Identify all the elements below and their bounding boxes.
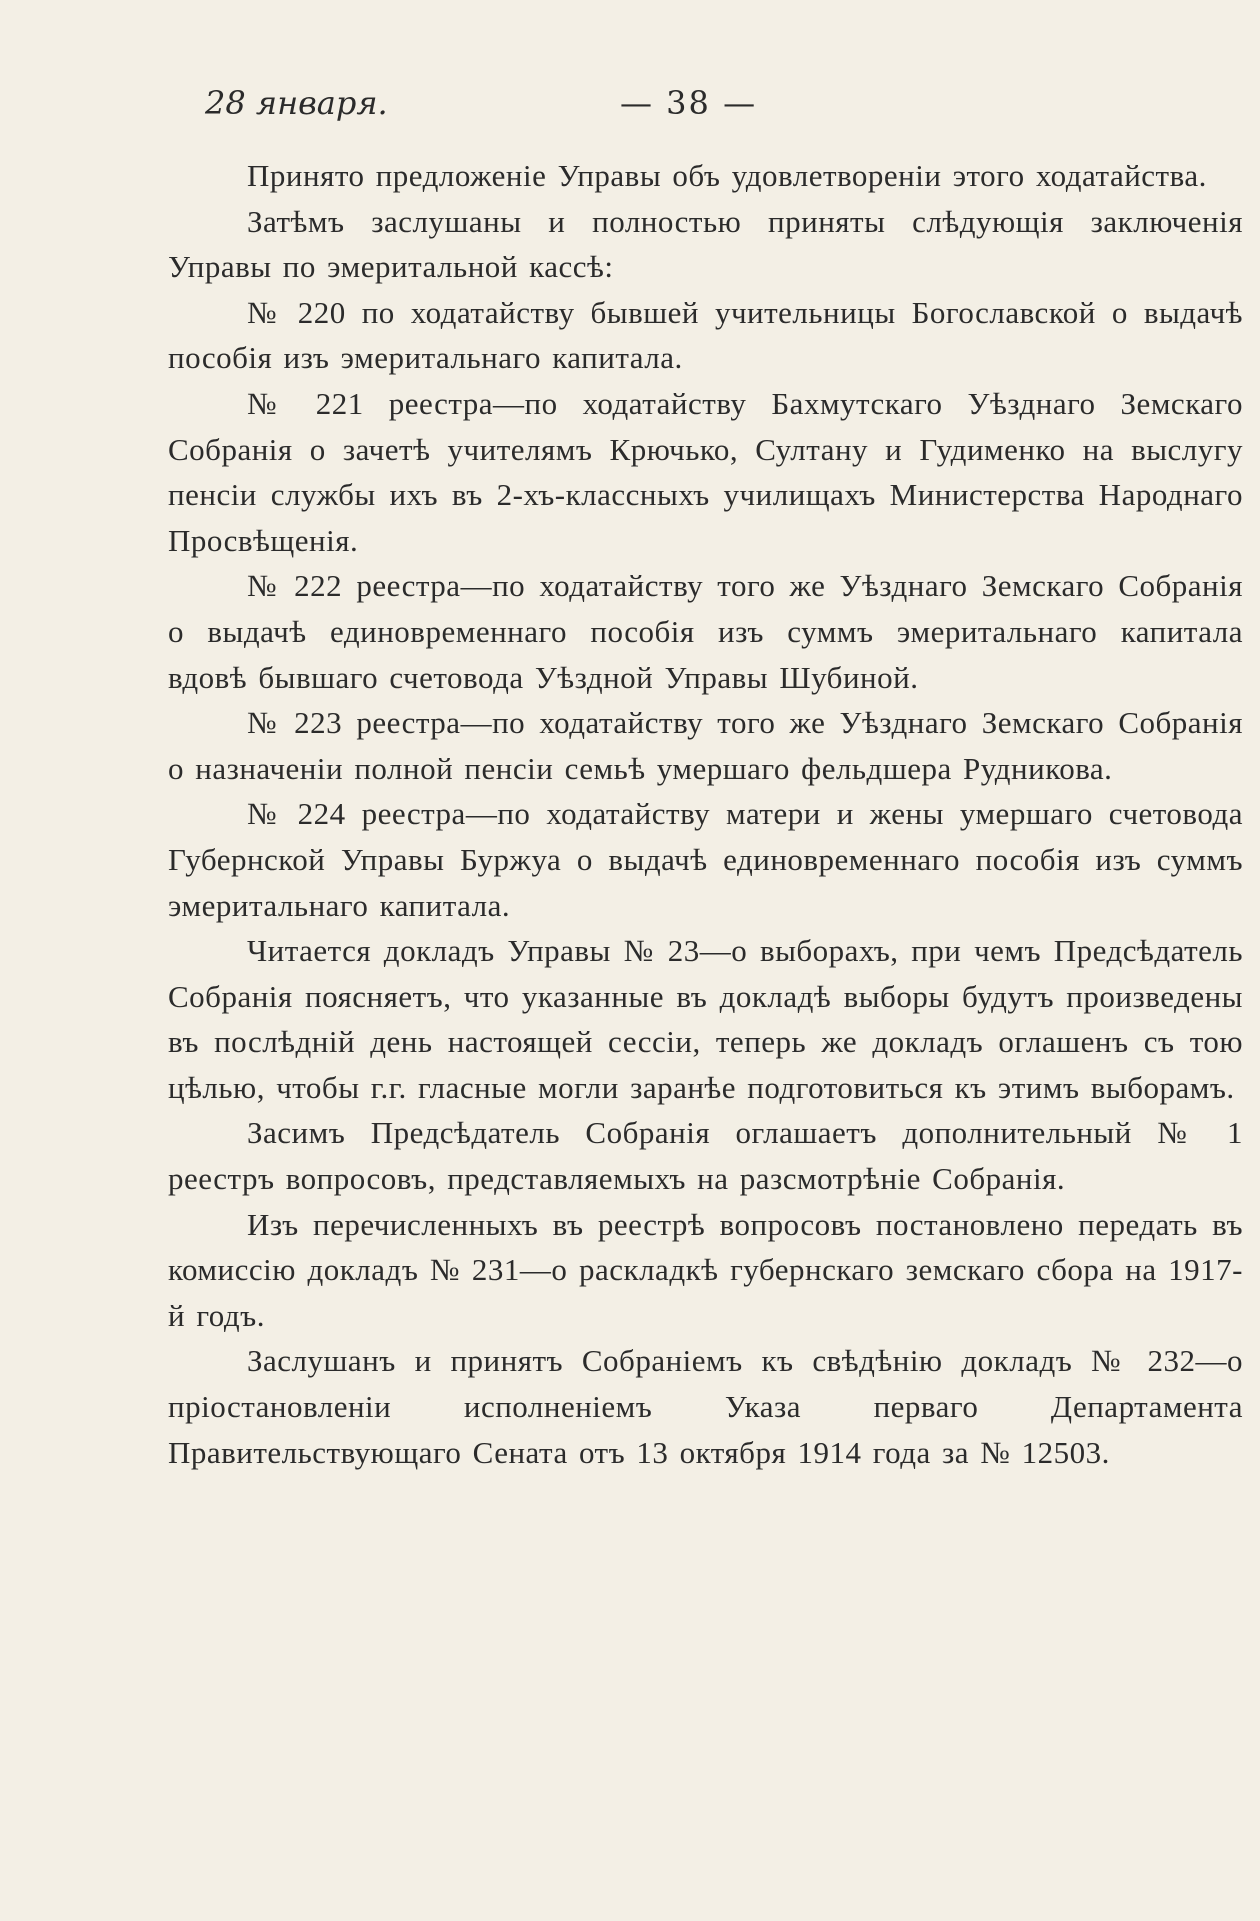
paragraph-report-231: Изъ перечисленныхъ въ реестрѣ вопросовъ постановлено передать въ комиссію докладъ № 231—о раскладкѣ губернскаго земскаго сбора на 1917-й годъ.: [168, 1206, 1243, 1333]
paragraph-report-23: Читается докладъ Управы № 23—о выборахъ, при чемъ Предсѣдатель Собранія поясняетъ, что указанные въ докладѣ выборы будутъ произведены въ послѣдній день настоящей сессіи, теперь же докладъ оглашенъ съ тою цѣлью, чтобы г.г. гласные могли заранѣе подготовиться къ этимъ выборамъ.: [168, 933, 1243, 1105]
paragraph-item-223: № 223 реестра—по ходатайству того же Уѣзднаго Земскаго Собранія о назначеніи полной пенсіи семьѣ умершаго фельдшера Рудникова.: [168, 705, 1243, 786]
paragraph-report-232: Заслушанъ и принятъ Собраніемъ къ свѣдѣнію докладъ № 232—о пріостановленіи исполненіемъ Указа перваго Департамента Правительствующаго Сената отъ 13 октября 1914 года за № 12503.: [168, 1343, 1243, 1470]
header-date: 28 января.: [205, 84, 388, 122]
paragraph-item-224: № 224 реестра—по ходатайству матери и жены умершаго счетовода Губернской Управы Буржуа о выдачѣ единовременнаго пособія изъ суммъ эмеритальнаго капитала.: [168, 796, 1243, 923]
page-number: — 38 —: [620, 84, 758, 122]
paragraph-additional-registry: Засимъ Предсѣдатель Собранія оглашаетъ дополнительный № 1 реестръ вопросовъ, представляемыхъ на разсмотрѣніе Собранія.: [168, 1115, 1243, 1197]
page-body: [168, 153, 1243, 1475]
paragraph-emerital-intro: Затѣмъ заслушаны и полностью приняты слѣдующія заключенія Управы по эмеритальной кассѣ:: [168, 203, 1243, 285]
paragraph-item-220: № 220 по ходатайству бывшей учительницы Богославской о выдачѣ пособія изъ эмеритальнаго капитала.: [168, 294, 1243, 376]
paragraph-item-222: № 222 реестра—по ходатайству того же Уѣзднаго Земскаго Собранія о выдачѣ единовременнаго пособія изъ суммъ эмеритальнаго капитала вдовѣ бывшаго счетовода Уѣздной Управы Шубиной.: [168, 568, 1243, 695]
paragraph-item-221: № 221 реестра—по ходатайству Бахмутскаго Уѣзднаго Земскаго Собранія о зачетѣ учителямъ Крючько, Султану и Гудименко на выслугу пенсіи службы ихъ въ 2-хъ-классныхъ училищахъ Министерства Народнаго Просвѣщенія.: [168, 385, 1243, 558]
page-header: [0, 84, 1260, 134]
paragraph-approval: Принято предложеніе Управы объ удовлетвореніи этого ходатайства.: [247, 158, 1207, 193]
